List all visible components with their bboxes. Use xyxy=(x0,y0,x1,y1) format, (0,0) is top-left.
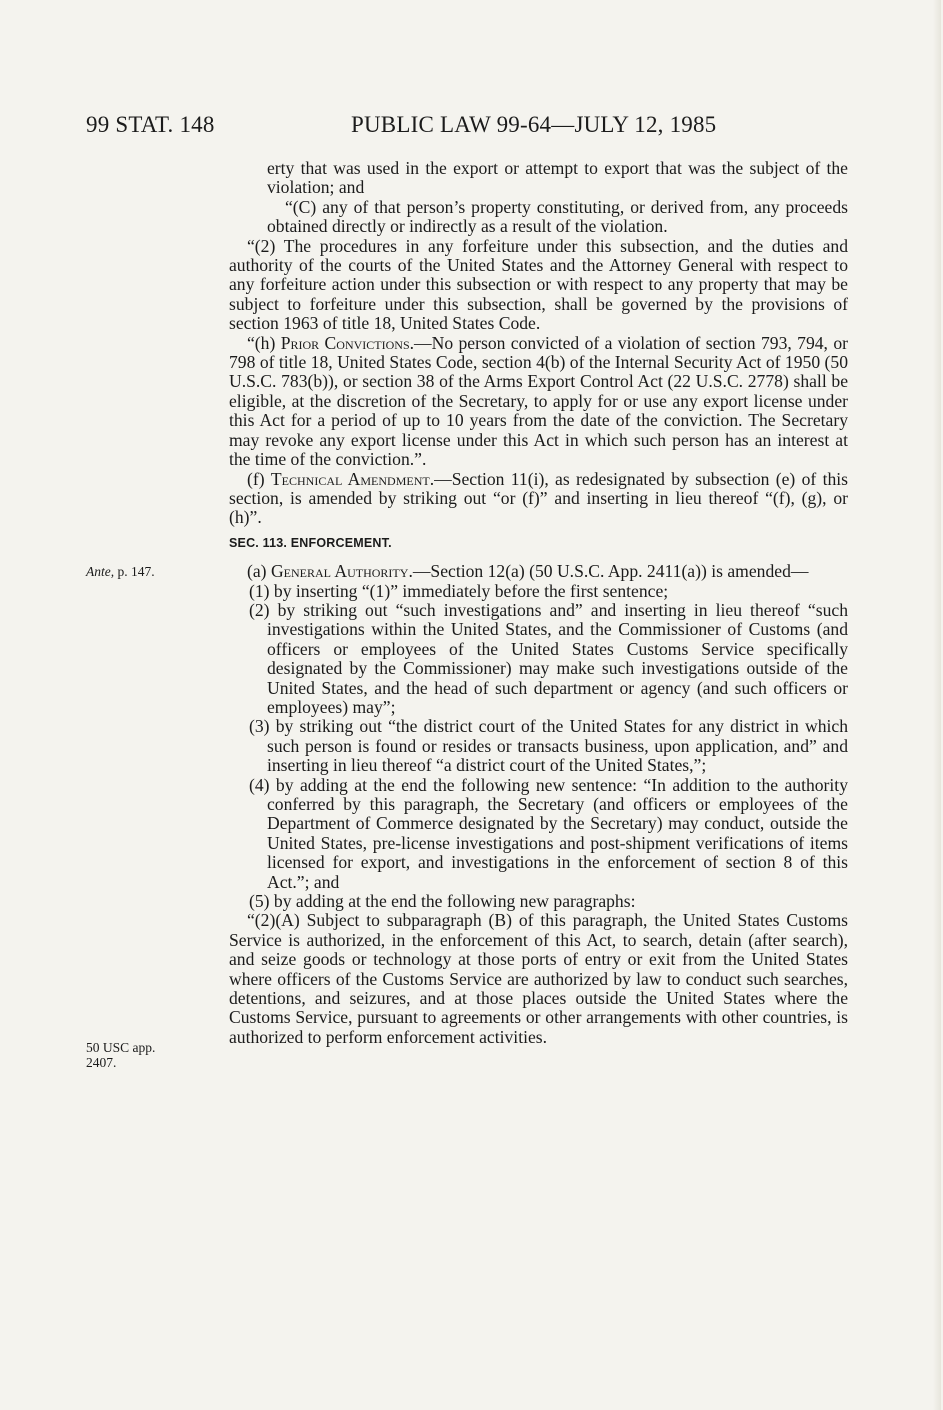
amendment-item-1: (1) by inserting “(1)” immediately before the first sentence; xyxy=(249,580,669,601)
general-authority-text: .—Section 12(a) (50 U.S.C. App. 2411(a)) is amended— xyxy=(408,561,809,582)
statute-page-number: 99 STAT. 148 xyxy=(86,112,215,137)
page-header xyxy=(86,112,858,142)
paragraph-technical-amendment xyxy=(229,470,848,528)
paragraph-forfeiture-procedures: “(2) The procedures in any forfeiture under this subsection, and the duties and authority of the courts of the United States and the Attorney General with respect to any forfeiture action under this subsection or with respect to any property that may be subject to forfeiture under this subsection, shall be governed by the provisions of section 1963 of title 18, United States Code. xyxy=(229,235,848,334)
prior-convictions-heading: Prior Convictions xyxy=(280,332,410,353)
body-text xyxy=(229,159,848,1047)
prior-convictions-text: .—No person convicted of a violation of section 793, 794, or 798 of title 18, United States Code, section 4(b) of the Internal Security Act of 1950 (50 U.S.C. 783(b)), or section 38 of the Arms Export Control Act (22 U.S.C. 2778) shall be eligible, at the discretion of the Secretary, to apply for or use any export license under this Act for a period of up to 10 years from the date of the conviction. The Secretary may revoke any export license under this Act in which such person has an interest at the time of the conviction.”. xyxy=(229,332,848,470)
prior-convictions-lead: “(h) xyxy=(247,332,281,353)
paragraph-c: “(C) any of that person’s property constituting, or derived from, any proceeds obtained directly or indirectly as a result of the violation. xyxy=(267,196,848,237)
paragraph-general-authority xyxy=(229,562,848,581)
paragraph-customs-authority: “(2)(A) Subject to subparagraph (B) of this paragraph, the United States Customs Service is authorized, in the enforcement of this Act, to search, detain (after search), and seize goods or technology at those ports of entry or exit from the United States where officers of the Customs Service are authorized by law to conduct such searches, detentions, and seizures, and at those places outside the United States where the Customs Service, pursuant to agreements or other arrangements with other countries, is authorized to perform enforcement activities. xyxy=(229,910,848,1047)
technical-amendment-text: .—Section 11(i), as redesignated by subsection (e) of this section, is amended by striking out “or (f)” and inserting in lieu thereof “(f), (g), or (h)”. xyxy=(229,468,848,528)
margin-note-usc xyxy=(86,1040,196,1070)
margin-note-usc-line1: 50 USC app. xyxy=(86,1040,156,1055)
paragraph-continuation: erty that was used in the export or attempt to export that was the subject of the violation; and xyxy=(267,158,848,198)
page-edge-shadow xyxy=(933,0,941,1410)
amendment-item-4: (4) by adding at the end the following new sentence: “In addition to the authority conferred by this paragraph, the Secretary (and officers or employees of the Department of Commerce designated by the Secretary) may conduct, outside the United States, pre-license investigations and post-shipment verifications of items licensed for export, and investigations in the enforcement of section 8 of this Act.”; and xyxy=(249,774,848,892)
general-authority-lead: (a) xyxy=(247,561,271,582)
amendment-item-2: (2) by striking out “such investigations and” and inserting in lieu thereof “such investigations within the United States, and the Commissioner of Customs (and officers or employees of the United States Customs Service specifically designated by the Commissioner) may make such investigations outside of the United States, and the head of such department or agency (and such officers or employees) may”; xyxy=(249,599,848,717)
amendment-item-5: (5) by adding at the end the following new paragraphs: xyxy=(249,891,636,912)
running-title: PUBLIC LAW 99-64—JULY 12, 1985 xyxy=(351,112,717,137)
amendment-item-3: (3) by striking out “the district court of the United States for any district in which such person is found or resides or transacts business, upon application, and” and inserting in lieu thereof “a district court of the United States,”; xyxy=(249,716,848,776)
margin-note-ante xyxy=(86,564,196,579)
technical-amendment-heading: Technical Amendment xyxy=(270,468,430,489)
margin-note-ante-label: Ante, xyxy=(86,564,115,579)
section-heading: SEC. 113. ENFORCEMENT. xyxy=(229,535,392,550)
technical-amendment-lead: (f) xyxy=(247,468,271,489)
general-authority-heading: General Authority xyxy=(270,561,409,582)
paragraph-prior-convictions xyxy=(229,334,848,470)
margin-note-ante-page: p. 147. xyxy=(114,564,155,579)
margin-note-usc-line2: 2407. xyxy=(86,1055,117,1070)
